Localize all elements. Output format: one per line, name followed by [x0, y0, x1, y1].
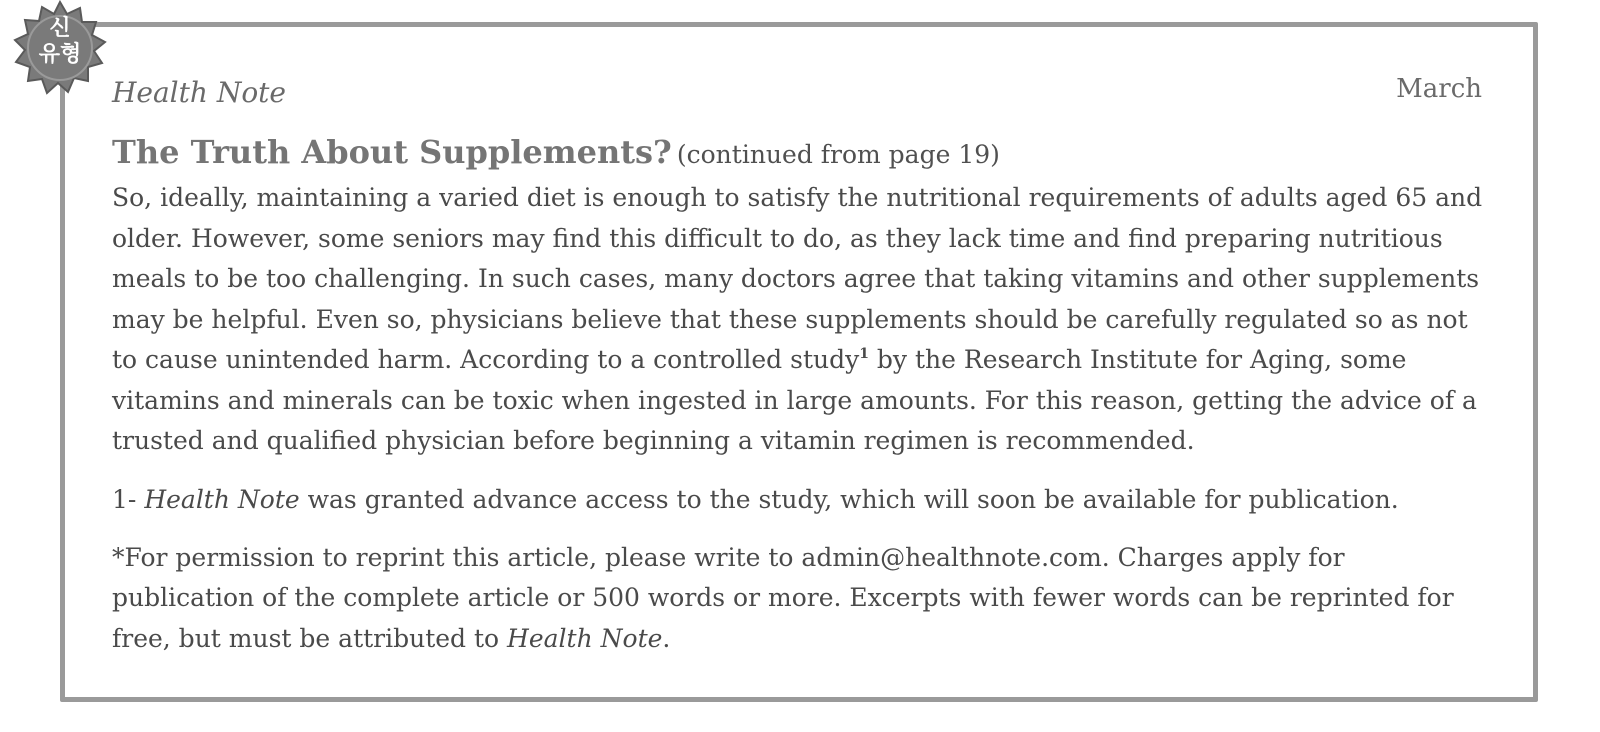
headline — [112, 132, 1492, 178]
notice-end: . — [662, 623, 671, 653]
notice-text-1: *For permission to reprint this article, please write to — [112, 542, 802, 572]
reprint-notice — [112, 538, 1492, 660]
footnote — [112, 480, 1492, 520]
notice-publication: Health Note — [507, 623, 663, 653]
masthead — [112, 70, 1492, 120]
new-type-badge — [10, 0, 110, 100]
notice-text-2: . Charges apply for publication of the complete article or 500 words or more. Excerpts with fewer words can be reprinted for free, but must be attributed to — [112, 542, 1454, 653]
badge-line-1: 신 — [49, 16, 71, 41]
article-body-part-1: So, ideally, maintaining a varied diet is enough to satisfy the nutritional requirements of adults aged 65 and older. However, some seniors may find this difficult to do, as they lack time and find preparing nutritious meals to be too challenging. In such cases, many doctors agree that taking vitamins and other supplements may be helpful. Even so, physicians believe that these supplements should be carefully regulated so as not to cause unintended harm. According to a controlled study — [112, 183, 1483, 374]
publication-name: Health Note — [112, 76, 287, 109]
footnote-publication: Health Note — [144, 484, 300, 514]
continued-note: (continued from page 19) — [676, 140, 1000, 169]
footnote-text: was granted advance access to the study, which will soon be available for publication. — [299, 484, 1399, 514]
issue-month: March — [1396, 74, 1482, 104]
article-content — [112, 70, 1492, 659]
badge-line-2: 유형 — [38, 42, 82, 67]
badge-label — [10, 16, 110, 68]
footnote-mark: 1 — [859, 346, 869, 362]
article-body-part-2: by the Research Institute for Aging, some vitamins and minerals can be toxic when ingested in large amounts. For this reason, getting the advice of a trusted and qualified physician before beginning a vitamin regimen is recommended. — [112, 345, 1477, 455]
article-body — [112, 178, 1492, 462]
contact-email: admin@healthnote.com — [801, 542, 1102, 572]
article-title: The Truth About Supplements? — [112, 133, 672, 171]
footnote-number: 1- — [112, 484, 137, 514]
